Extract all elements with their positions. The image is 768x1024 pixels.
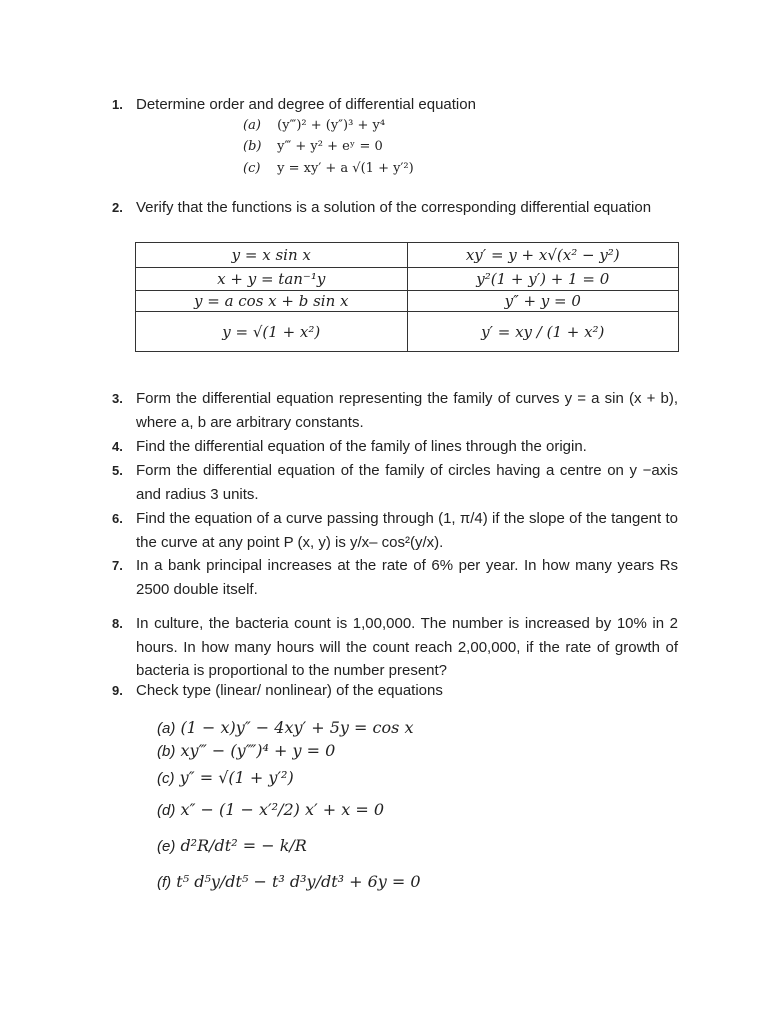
question-3 — [112, 387, 678, 434]
question-text: Verify that the functions is a solution of the corresponding differential equation — [136, 199, 652, 216]
question-number: 7. — [112, 558, 123, 573]
question-number: 5. — [112, 463, 123, 478]
question-9 — [112, 679, 678, 703]
part-label: (a) — [243, 118, 261, 133]
question-2 — [112, 196, 678, 220]
question-1 — [112, 93, 678, 117]
equation-cell: y″ + y = 0 — [407, 291, 679, 312]
question-number: 8. — [112, 616, 123, 631]
part-label: (e) — [157, 838, 176, 855]
table-row — [136, 291, 679, 312]
q9-part-d — [157, 800, 384, 819]
function-cell: y = a cos x + b sin x — [136, 291, 408, 312]
part-equation: t⁵ d⁵y/dt⁵ − t³ d³y/dt³ + 6y = 0 — [176, 872, 421, 891]
part-equation: (y‴)² + (y″)³ + y⁴ — [277, 118, 386, 133]
part-equation: x″ − (1 − x′²/2) x′ + x = 0 — [180, 800, 384, 819]
q9-part-f — [157, 872, 421, 891]
part-label: (f) — [157, 874, 172, 891]
q1-part-b — [243, 139, 383, 154]
part-equation: y‴ + y² + eʸ = 0 — [277, 139, 383, 154]
question-6 — [112, 507, 678, 554]
q9-part-a — [157, 718, 413, 737]
question-text: Check type (linear/ nonlinear) of the equations — [136, 682, 443, 699]
part-equation: y = xy′ + a √(1 + y′²) — [277, 161, 414, 176]
question-text: Form the differential equation of the family of circles having a centre on y −axis and radius 3 units. — [136, 462, 678, 503]
part-label: (c) — [243, 161, 261, 176]
equation-cell: xy′ = y + x√(x² − y²) — [407, 243, 679, 268]
question-number: 3. — [112, 391, 123, 406]
question-8 — [112, 612, 678, 683]
q9-part-e — [157, 836, 307, 855]
question-number: 4. — [112, 439, 123, 454]
q9-part-b — [157, 741, 335, 760]
part-label: (c) — [157, 770, 175, 787]
part-label: (b) — [243, 139, 262, 154]
question-number: 1. — [112, 97, 123, 112]
q1-part-c — [243, 161, 414, 176]
question-number: 2. — [112, 200, 123, 215]
table-row — [136, 243, 679, 268]
part-equation: y″ = √(1 + y′²) — [179, 768, 294, 787]
question-number: 6. — [112, 511, 123, 526]
function-cell: y = x sin x — [136, 243, 408, 268]
question-text: Determine order and degree of differential equation — [136, 96, 476, 113]
part-equation: xy‴ − (y⁗)⁴ + y = 0 — [180, 741, 336, 760]
table-row — [136, 268, 679, 291]
question-number: 9. — [112, 683, 123, 698]
q9-part-c — [157, 768, 294, 787]
q1-part-a — [243, 118, 385, 133]
equation-cell: y′ = xy / (1 + x²) — [407, 312, 679, 352]
question-5 — [112, 459, 678, 506]
function-cell: x + y = tan⁻¹y — [136, 268, 408, 291]
solution-table — [135, 242, 679, 352]
question-text: In culture, the bacteria count is 1,00,000. The number is increased by 10% in 2 hours. In how many hours will the count reach 2,00,000, if the rate of growth of bacteria is proportional to the number present? — [136, 615, 678, 679]
function-cell: y = √(1 + x²) — [136, 312, 408, 352]
part-equation: (1 − x)y″ − 4xy′ + 5y = cos x — [180, 718, 414, 737]
part-label: (a) — [157, 720, 176, 737]
question-text: Form the differential equation representing the family of curves y = a sin (x + b), where a, b are arbitrary constants. — [136, 390, 678, 431]
part-label: (b) — [157, 743, 176, 760]
question-text: Find the differential equation of the family of lines through the origin. — [136, 438, 587, 455]
table-row — [136, 312, 679, 352]
question-4 — [112, 435, 678, 459]
part-equation: d²R/dt² = − k/R — [180, 836, 307, 855]
equation-cell: y²(1 + y′) + 1 = 0 — [407, 268, 679, 291]
part-label: (d) — [157, 802, 176, 819]
question-7 — [112, 554, 678, 601]
question-text: Find the equation of a curve passing through (1, π/4) if the slope of the tangent to the curve at any point P (x, y) is y/x– cos²(y/x). — [136, 510, 678, 551]
question-text: In a bank principal increases at the rate of 6% per year. In how many years Rs 2500 double itself. — [136, 557, 678, 598]
